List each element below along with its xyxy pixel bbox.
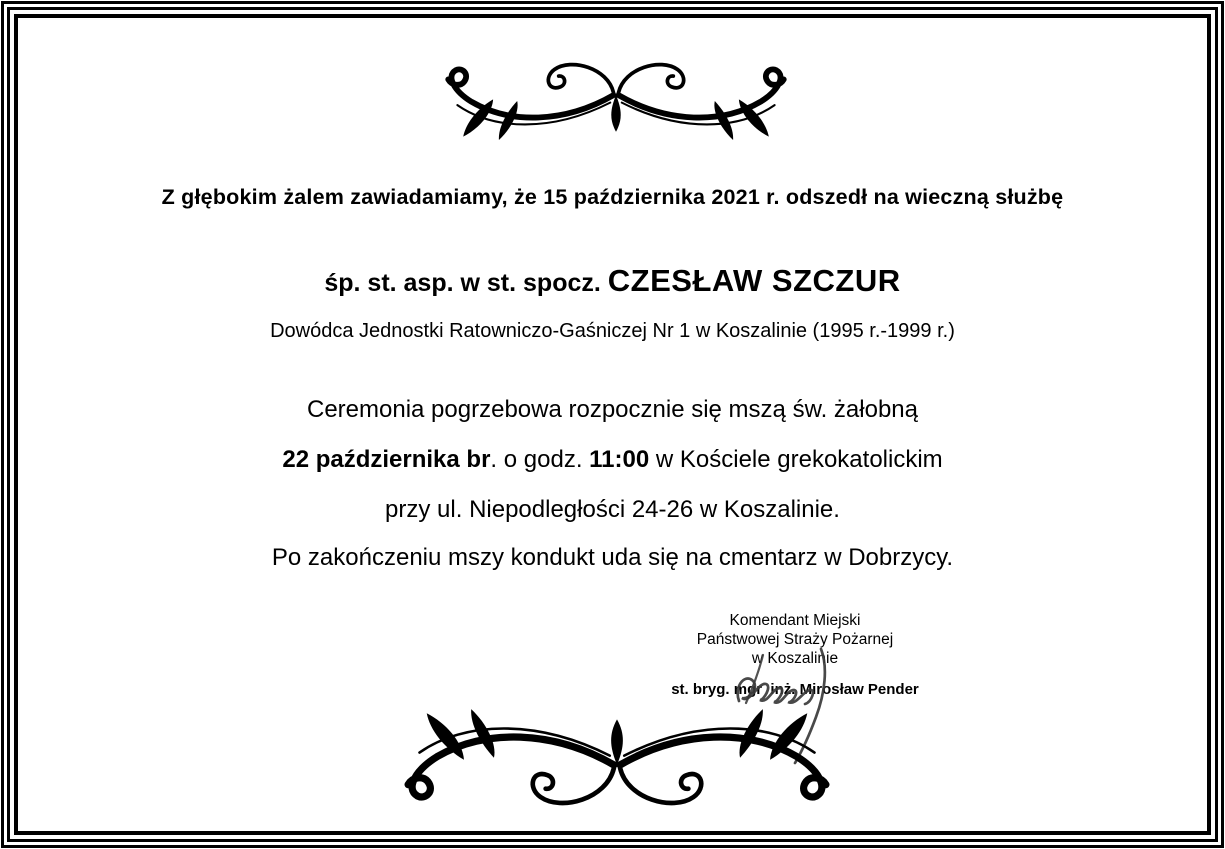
flourish-ornament-top-icon: [420, 47, 812, 140]
ceremony-line-3: przy ul. Niepodległości 24-26 w Koszalinie.: [385, 496, 840, 523]
ceremony-line-2: [0, 446, 1225, 474]
ceremony-line-4: Po zakończeniu mszy kondukt uda się na cmentarz w Dobrzycy.: [271, 544, 954, 571]
announcement-line: Z głębokim żalem zawiadamiamy, że 15 października 2021 r. odszedł na wieczną służbę: [161, 185, 1064, 209]
ceremony-rest-text: w Kościele grekokatolickim: [649, 446, 943, 473]
deceased-name: CZESŁAW SZCZUR: [607, 263, 901, 298]
flourish-ornament-bottom-icon: [374, 709, 860, 825]
signature-title-line-2: Państwowej Straży Pożarnej: [696, 631, 894, 648]
signer-name-line: st. bryg. mgr inż. Mirosław Pender: [671, 681, 919, 698]
signature-title-line-1: Komendant Miejski: [729, 612, 861, 629]
deceased-role-line: Dowódca Jednostki Ratowniczo-Gaśniczej Nr 1 w Koszalinie (1995 r.-1999 r.): [270, 320, 955, 342]
deceased-name-line: [0, 263, 1225, 299]
ceremony-time-bold: 11:00: [589, 446, 650, 473]
ceremony-date-bold: 22 października br: [282, 446, 491, 473]
deceased-title-prefix: śp. st. asp. w st. spocz.: [324, 269, 608, 297]
signature-title-line-3: w Koszalinie: [751, 650, 839, 667]
ceremony-line-1: Ceremonia pogrzebowa rozpocznie się mszą św. żałobną: [307, 396, 918, 423]
ceremony-mid-text: . o godz.: [490, 446, 590, 473]
